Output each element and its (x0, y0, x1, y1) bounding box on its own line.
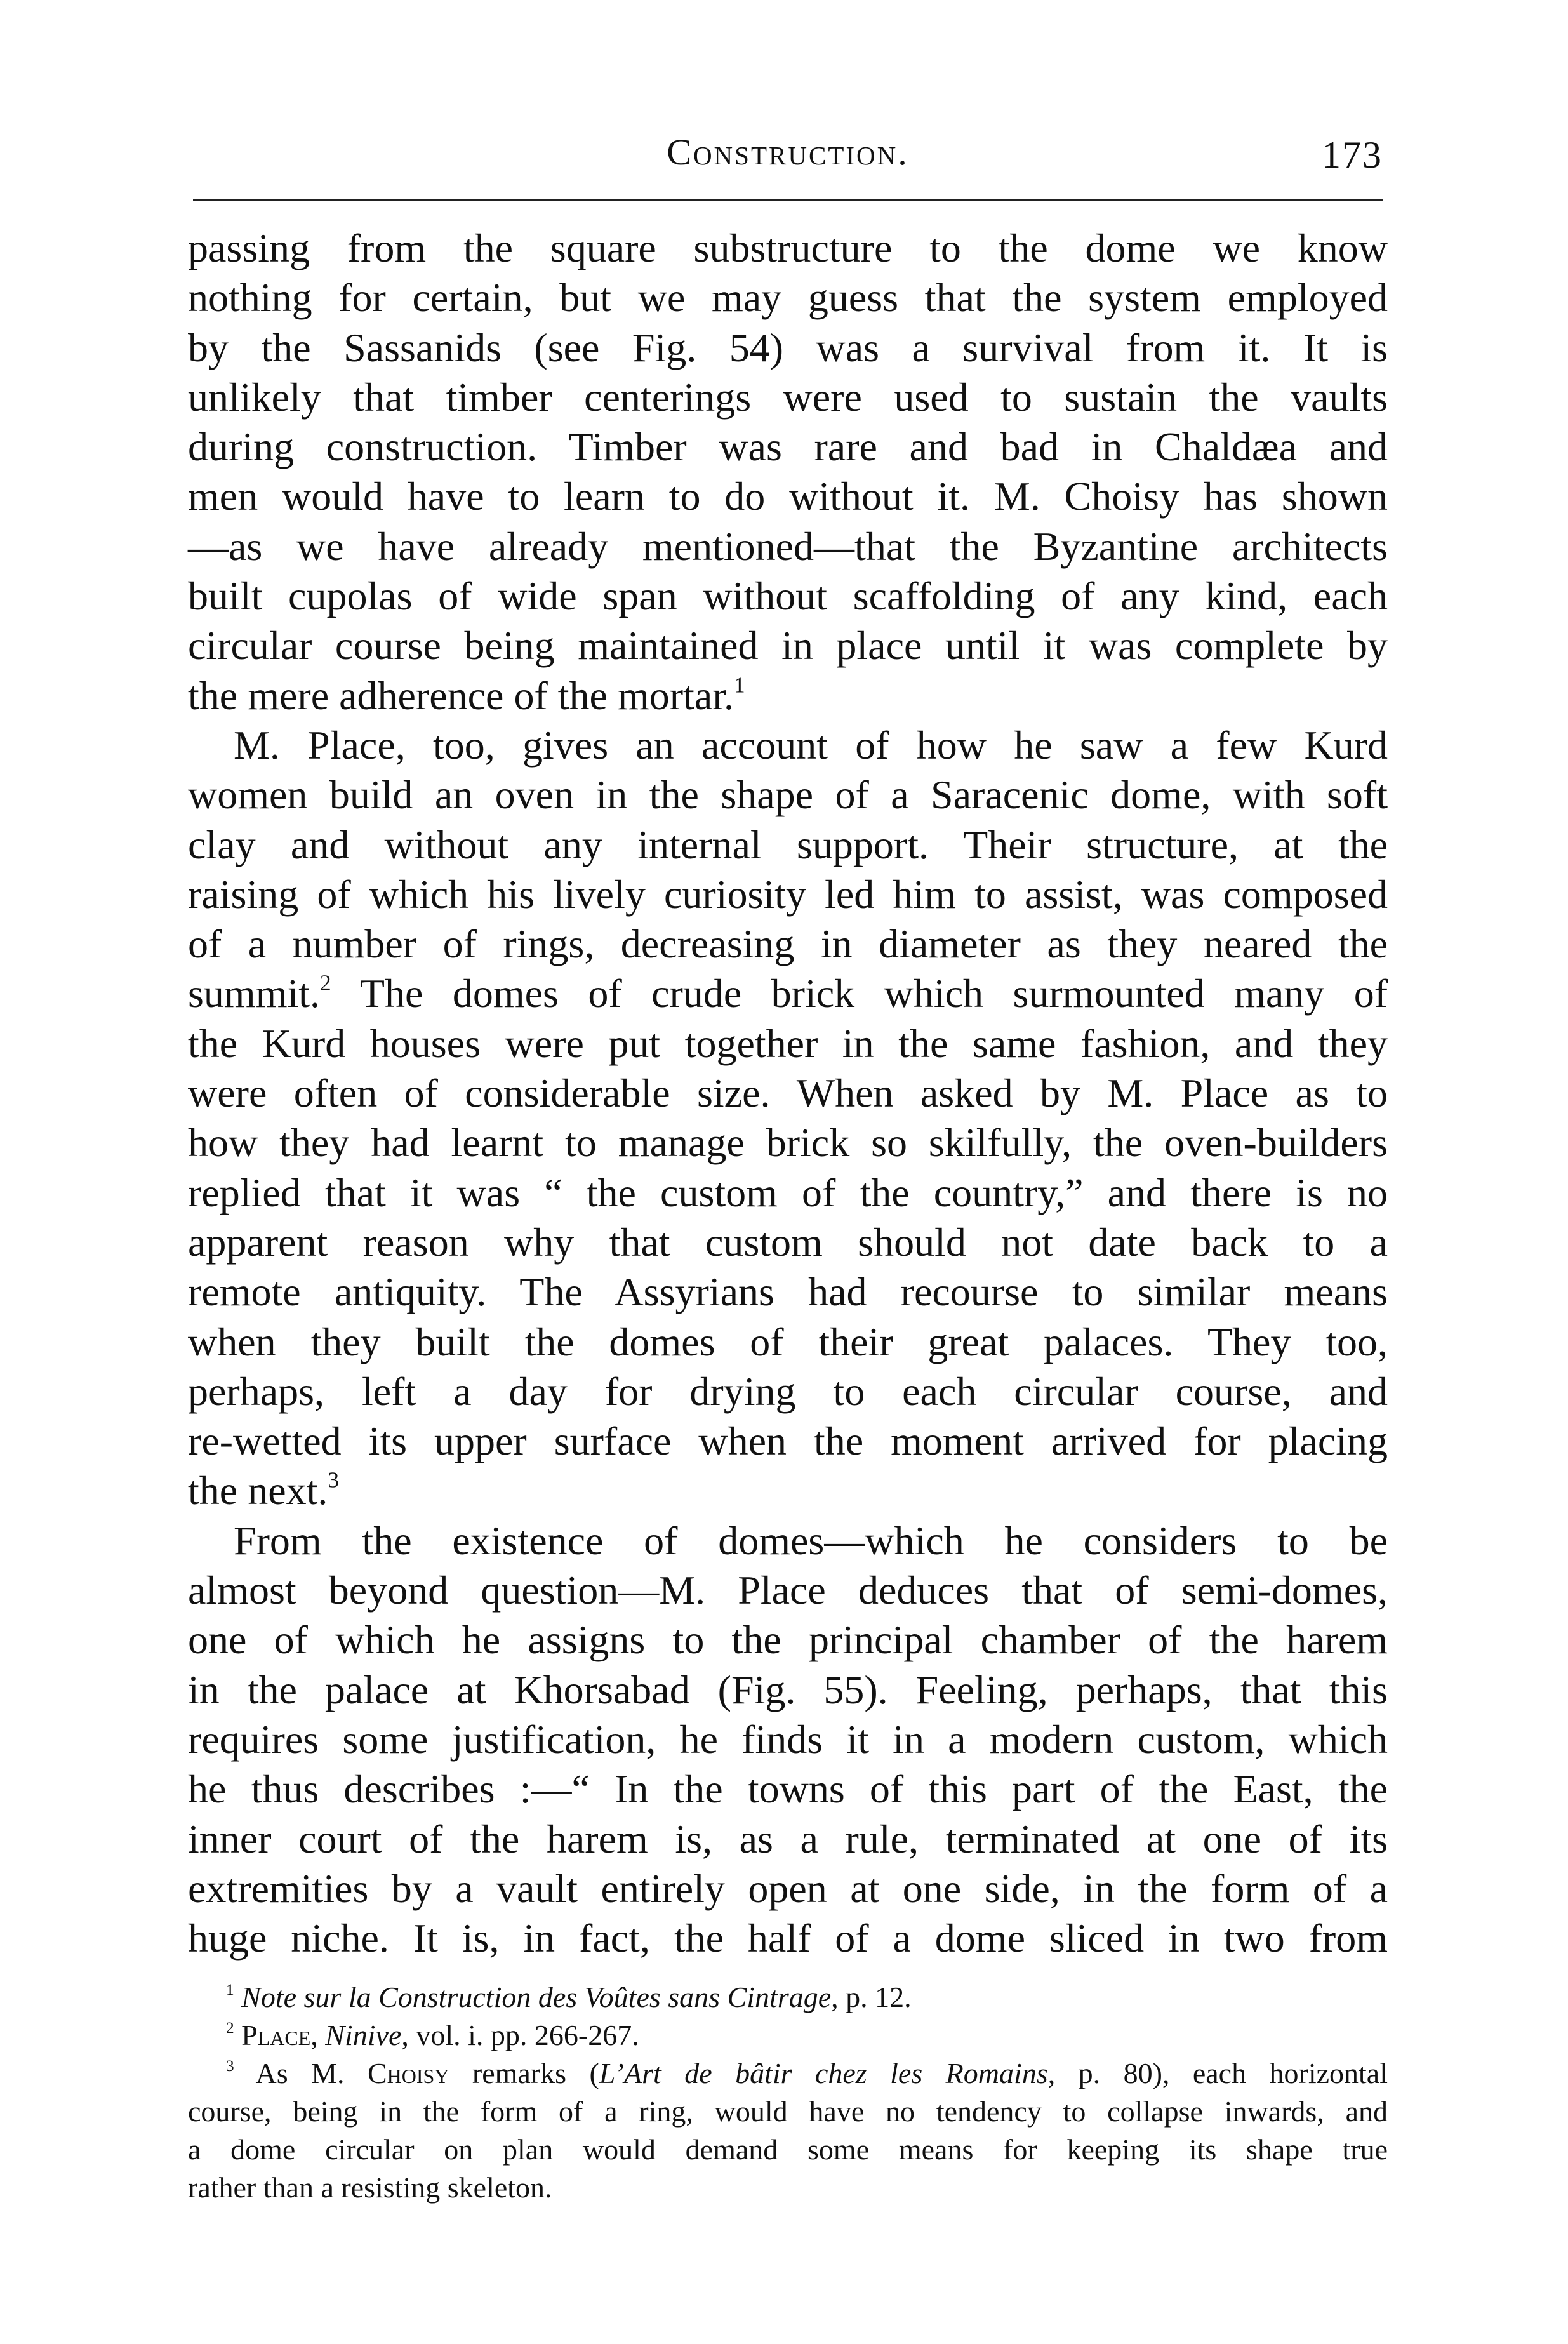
text-segment: the mere adherence of the mortar. (188, 672, 734, 718)
text-segment: Choisy (367, 2057, 449, 2089)
footnote-3-continued (188, 2131, 1388, 2169)
text-segment: —as we have already mentioned—that the Byzantine architects (188, 523, 1388, 569)
text-line (188, 273, 1388, 323)
text-line (188, 373, 1388, 422)
text-segment: remote antiquity. The Assyrians had recourse to similar means (188, 1269, 1388, 1315)
footnote-marker: 1 (734, 672, 745, 698)
footnotes (188, 1978, 1388, 2207)
text-line (188, 1715, 1388, 1764)
text-segment: requires some justification, he finds it in a modern custom, which (188, 1716, 1388, 1762)
text-segment: , vol. i. pp. 266-267. (401, 2019, 639, 2051)
text-segment: , p. 80), each horizontal (1047, 2057, 1388, 2089)
text-line (188, 1665, 1388, 1715)
text-line (188, 1218, 1388, 1267)
text-line (188, 1267, 1388, 1317)
text-segment (234, 1981, 242, 2013)
footnote-2 (188, 2016, 1388, 2054)
text-line (188, 323, 1388, 373)
text-line (188, 223, 1388, 273)
page-number: 173 (1322, 134, 1383, 176)
text-line (188, 1317, 1388, 1367)
text-segment: circular course being maintained in place until it was complete by (188, 623, 1388, 669)
text-segment: replied that it was “ the custom of the country,” and there is no (188, 1169, 1388, 1215)
footnote-3 (188, 2054, 1388, 2093)
text-line (188, 1367, 1388, 1416)
text-segment: extremities by a vault entirely open at one side, in the form of a (188, 1865, 1388, 1911)
text-line (188, 1168, 1388, 1218)
text-line (188, 1566, 1388, 1615)
text-segment: rather than a resisting skeleton. (188, 2171, 552, 2204)
running-title: Construction. (667, 131, 909, 173)
text-segment: a dome circular on plan would demand some means for keeping its shape true (188, 2133, 1388, 2166)
footnote-3-continued (188, 2093, 1388, 2131)
text-line (188, 969, 1388, 1018)
paragraph-start-line (188, 721, 1388, 770)
text-segment: he thus describes :—“ In the towns of this part of the East, the (188, 1766, 1388, 1812)
text-segment: one of which he assigns to the principal chamber of the harem (188, 1617, 1388, 1663)
text-segment: Ninive (325, 2019, 402, 2051)
text-segment: Note sur la Construction des Voûtes sans Cintrage (241, 1981, 832, 2013)
text-line (188, 1019, 1388, 1069)
text-segment: L’Art de bâtir chez les Romains (599, 2057, 1048, 2089)
text-segment: From the existence of domes—which he considers to be (234, 1517, 1388, 1563)
text-segment: women build an oven in the shape of a Saracenic dome, with soft (188, 772, 1388, 818)
text-line (188, 472, 1388, 521)
text-segment: of a number of rings, decreasing in diameter as they neared the (188, 921, 1388, 967)
running-head (188, 127, 1388, 178)
text-segment: nothing for certain, but we may guess that the system employed (188, 275, 1388, 321)
text-segment: clay and without any internal support. Their structure, at the (188, 822, 1388, 867)
footnote-marker: 2 (320, 971, 331, 996)
text-segment (234, 2019, 242, 2051)
text-line (188, 422, 1388, 472)
text-segment: , p. 12. (831, 1981, 912, 2013)
text-segment: were often of considerable size. When asked by M. Place as to (188, 1070, 1388, 1116)
text-line (188, 1815, 1388, 1864)
footnote-marker: 1 (226, 1981, 234, 1999)
text-line (188, 1069, 1388, 1118)
body-text (188, 223, 1388, 1963)
text-segment: M. Place, too, gives an account of how he saw a few Kurd (234, 722, 1388, 768)
text-segment: during construction. Timber was rare and bad in Chaldæa and (188, 424, 1388, 470)
text-segment: apparent reason why that custom should not date back to a (188, 1219, 1388, 1265)
text-line (188, 1914, 1388, 1963)
text-segment: the next. (188, 1468, 328, 1514)
text-segment: passing from the square substructure to the dome we know (188, 225, 1388, 270)
text-line (188, 522, 1388, 571)
paragraph-start-line (188, 1516, 1388, 1566)
text-segment: raising of which his lively curiosity led him to assist, was composed (188, 871, 1388, 917)
text-line (188, 870, 1388, 919)
text-segment: remarks ( (449, 2057, 599, 2089)
text-line (188, 1416, 1388, 1466)
text-line (188, 1764, 1388, 1814)
text-segment: the Kurd houses were put together in the same fashion, and they (188, 1020, 1388, 1066)
text-line (188, 571, 1388, 621)
footnote-marker: 2 (226, 2019, 234, 2037)
text-segment: course, being in the form of a ring, would have no tendency to collapse inwards, and (188, 2095, 1388, 2128)
text-segment: As M. (234, 2057, 368, 2089)
text-segment: perhaps, left a day for drying to each circular course, and (188, 1368, 1388, 1414)
text-segment: huge niche. It is, in fact, the half of a dome sliced in two from (188, 1915, 1388, 1961)
text-line (188, 671, 1388, 721)
text-segment: summit. (188, 971, 321, 1016)
text-line (188, 820, 1388, 870)
footnote-marker: 3 (328, 1468, 339, 1493)
text-segment: unlikely that timber centerings were used to sustain the vaults (188, 374, 1388, 420)
text-line (188, 621, 1388, 670)
footnote-1 (188, 1978, 1388, 2016)
text-segment: inner court of the harem is, as a rule, terminated at one of its (188, 1816, 1388, 1861)
text-segment: when they built the domes of their great palaces. They too, (188, 1319, 1388, 1364)
text-segment: Place (241, 2019, 311, 2051)
text-segment: in the palace at Khorsabad (Fig. 55). Feeling, perhaps, that this (188, 1667, 1388, 1712)
text-segment: men would have to learn to do without it. M. Choisy has shown (188, 474, 1388, 519)
text-line (188, 1615, 1388, 1665)
text-segment: by the Sassanids (see Fig. 54) was a survival from it. It is (188, 324, 1388, 370)
text-line (188, 1466, 1388, 1515)
footnote-marker: 3 (226, 2057, 234, 2075)
text-segment: almost beyond question—M. Place deduces that of semi-domes, (188, 1568, 1388, 1613)
text-line (188, 770, 1388, 820)
text-line (188, 1864, 1388, 1914)
text-line (188, 1118, 1388, 1168)
header-rule (193, 199, 1383, 201)
footnote-3-continued (188, 2169, 1388, 2207)
text-segment: how they had learnt to manage brick so skilfully, the oven-builders (188, 1120, 1388, 1166)
text-segment: , (310, 2019, 326, 2051)
text-line (188, 919, 1388, 969)
text-segment: built cupolas of wide span without scaffolding of any kind, each (188, 573, 1388, 619)
text-segment: The domes of crude brick which surmounted many of (331, 971, 1388, 1016)
text-segment: re-wetted its upper surface when the moment arrived for placing (188, 1418, 1388, 1464)
